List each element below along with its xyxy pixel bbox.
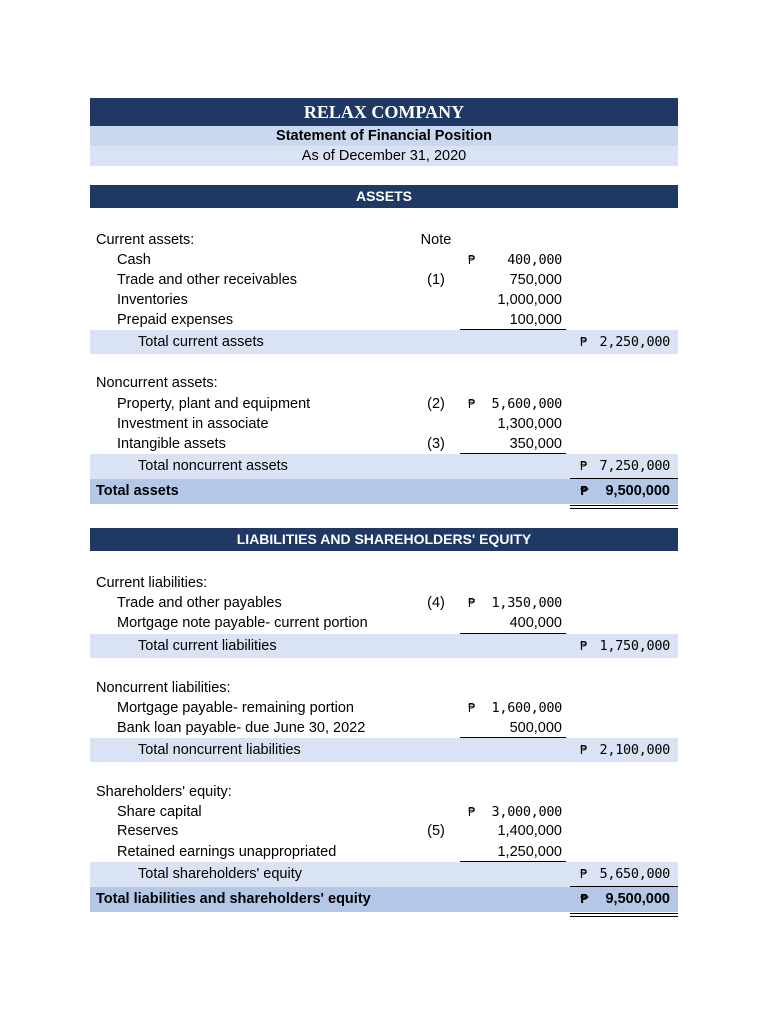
- line-item-label: Reserves: [117, 823, 179, 839]
- total-current-liabilities-row: [90, 634, 678, 658]
- line-item-intangibles: [90, 434, 678, 454]
- line-item-note: (5): [427, 823, 445, 839]
- total-amount: 5,650,000: [599, 866, 670, 882]
- total-label: Total shareholders' equity: [138, 866, 302, 882]
- peso-sign: ₱: [580, 459, 588, 473]
- line-item-label: Mortgage note payable- current portion: [117, 615, 368, 631]
- line-item-amount: 1,000,000: [497, 292, 562, 308]
- line-item-amount: 350,000: [509, 436, 562, 452]
- line-item-label: Investment in associate: [117, 416, 269, 432]
- line-item-reserves: [90, 821, 678, 841]
- line-item-label: Trade and other payables: [117, 595, 282, 611]
- line-item-note: (1): [427, 272, 445, 288]
- equity-heading-row: [90, 782, 678, 802]
- line-item-investment: [90, 414, 678, 434]
- peso-sign: ₱: [468, 596, 476, 610]
- line-item-amount: 1,350,000: [491, 595, 562, 611]
- line-item-cash: [90, 250, 678, 270]
- peso-sign: ₱: [468, 701, 476, 715]
- line-item-label: Trade and other receivables: [117, 272, 298, 288]
- current-liabilities-heading-row: [90, 573, 678, 593]
- line-item-label: Property, plant and equipment: [117, 396, 311, 412]
- line-item-label: Bank loan payable- due June 30, 2022: [117, 720, 366, 736]
- current-assets-heading-row: [90, 230, 678, 250]
- noncurrent-assets-heading: Noncurrent assets:: [96, 375, 218, 391]
- total-label: Total current liabilities: [138, 638, 277, 654]
- line-item-label: Cash: [117, 252, 151, 268]
- line-item-amount: 750,000: [509, 272, 562, 288]
- total-label: Total current assets: [138, 334, 264, 350]
- total-equity-row: [90, 862, 678, 887]
- line-item-mortgage-current: [90, 613, 678, 633]
- peso-sign: ₱: [468, 805, 476, 819]
- noncurrent-liabilities-heading: Noncurrent liabilities:: [96, 680, 231, 696]
- line-item-label: Prepaid expenses: [117, 312, 234, 328]
- line-item-label: Inventories: [117, 292, 188, 308]
- peso-sign: ₱: [580, 639, 588, 653]
- total-noncurrent-assets-row: [90, 454, 678, 479]
- line-item-bank-loan: [90, 718, 678, 738]
- note-column-header: Note: [420, 232, 452, 248]
- total-amount: 1,750,000: [599, 638, 670, 654]
- total-amount: 2,250,000: [599, 334, 670, 350]
- double-underline: [570, 913, 678, 917]
- line-item-amount: 400,000: [507, 252, 562, 268]
- equity-heading: Shareholders' equity:: [96, 784, 232, 800]
- line-item-prepaid: [90, 310, 678, 330]
- line-item-amount: 1,600,000: [491, 700, 562, 716]
- liabilities-equity-section-header: LIABILITIES AND SHAREHOLDERS' EQUITY: [90, 528, 678, 551]
- line-item-note: (4): [427, 595, 445, 611]
- statement-title: Statement of Financial Position: [90, 126, 678, 146]
- line-item-amount: 1,300,000: [497, 416, 562, 432]
- current-assets-heading: Current assets:: [96, 232, 195, 248]
- line-item-label: Share capital: [117, 804, 202, 820]
- total-current-assets-row: [90, 330, 678, 354]
- peso-sign: ₱: [580, 484, 589, 498]
- statement-date: As of December 31, 2020: [90, 146, 678, 166]
- line-item-amount: 3,000,000: [491, 804, 562, 820]
- peso-sign: ₱: [580, 743, 588, 757]
- line-item-ppe: [90, 394, 678, 414]
- total-noncurrent-liabilities-row: [90, 738, 678, 762]
- total-label: Total noncurrent assets: [138, 458, 288, 474]
- grand-total-amount: 9,500,000: [605, 483, 670, 499]
- line-item-label: Mortgage payable- remaining portion: [117, 700, 354, 716]
- grand-total-label: Total liabilities and shareholders' equity: [96, 891, 371, 907]
- total-amount: 7,250,000: [599, 458, 670, 474]
- line-item-retained-earnings: [90, 842, 678, 862]
- line-item-share-capital: [90, 802, 678, 822]
- current-liabilities-heading: Current liabilities:: [96, 575, 208, 591]
- noncurrent-liabilities-heading-row: [90, 678, 678, 698]
- line-item-inventories: [90, 290, 678, 310]
- line-item-note: (3): [427, 436, 445, 452]
- line-item-amount: 400,000: [509, 615, 562, 631]
- line-item-amount: 5,600,000: [491, 396, 562, 412]
- total-liabilities-equity-row: [90, 887, 678, 912]
- total-label: Total noncurrent liabilities: [138, 742, 301, 758]
- line-item-receivables: [90, 270, 678, 290]
- line-item-amount: 500,000: [509, 720, 562, 736]
- double-underline: [570, 505, 678, 509]
- line-item-amount: 1,400,000: [497, 823, 562, 839]
- line-item-payables: [90, 593, 678, 613]
- line-item-label: Intangible assets: [117, 436, 226, 452]
- total-assets-row: [90, 479, 678, 504]
- line-item-amount: 100,000: [509, 312, 562, 328]
- total-amount: 2,100,000: [599, 742, 670, 758]
- line-item-mortgage-remaining: [90, 698, 678, 718]
- peso-sign: ₱: [580, 892, 589, 906]
- company-title: RELAX COMPANY: [90, 98, 678, 126]
- grand-total-label: Total assets: [96, 483, 179, 499]
- peso-sign: ₱: [580, 867, 588, 881]
- line-item-label: Retained earnings unappropriated: [117, 844, 337, 860]
- peso-sign: ₱: [468, 397, 476, 411]
- line-item-note: (2): [427, 396, 445, 412]
- line-item-amount: 1,250,000: [497, 844, 562, 860]
- assets-section-header: ASSETS: [90, 185, 678, 208]
- peso-sign: ₱: [468, 253, 476, 267]
- peso-sign: ₱: [580, 335, 588, 349]
- noncurrent-assets-heading-row: [90, 373, 678, 393]
- grand-total-amount: 9,500,000: [605, 891, 670, 907]
